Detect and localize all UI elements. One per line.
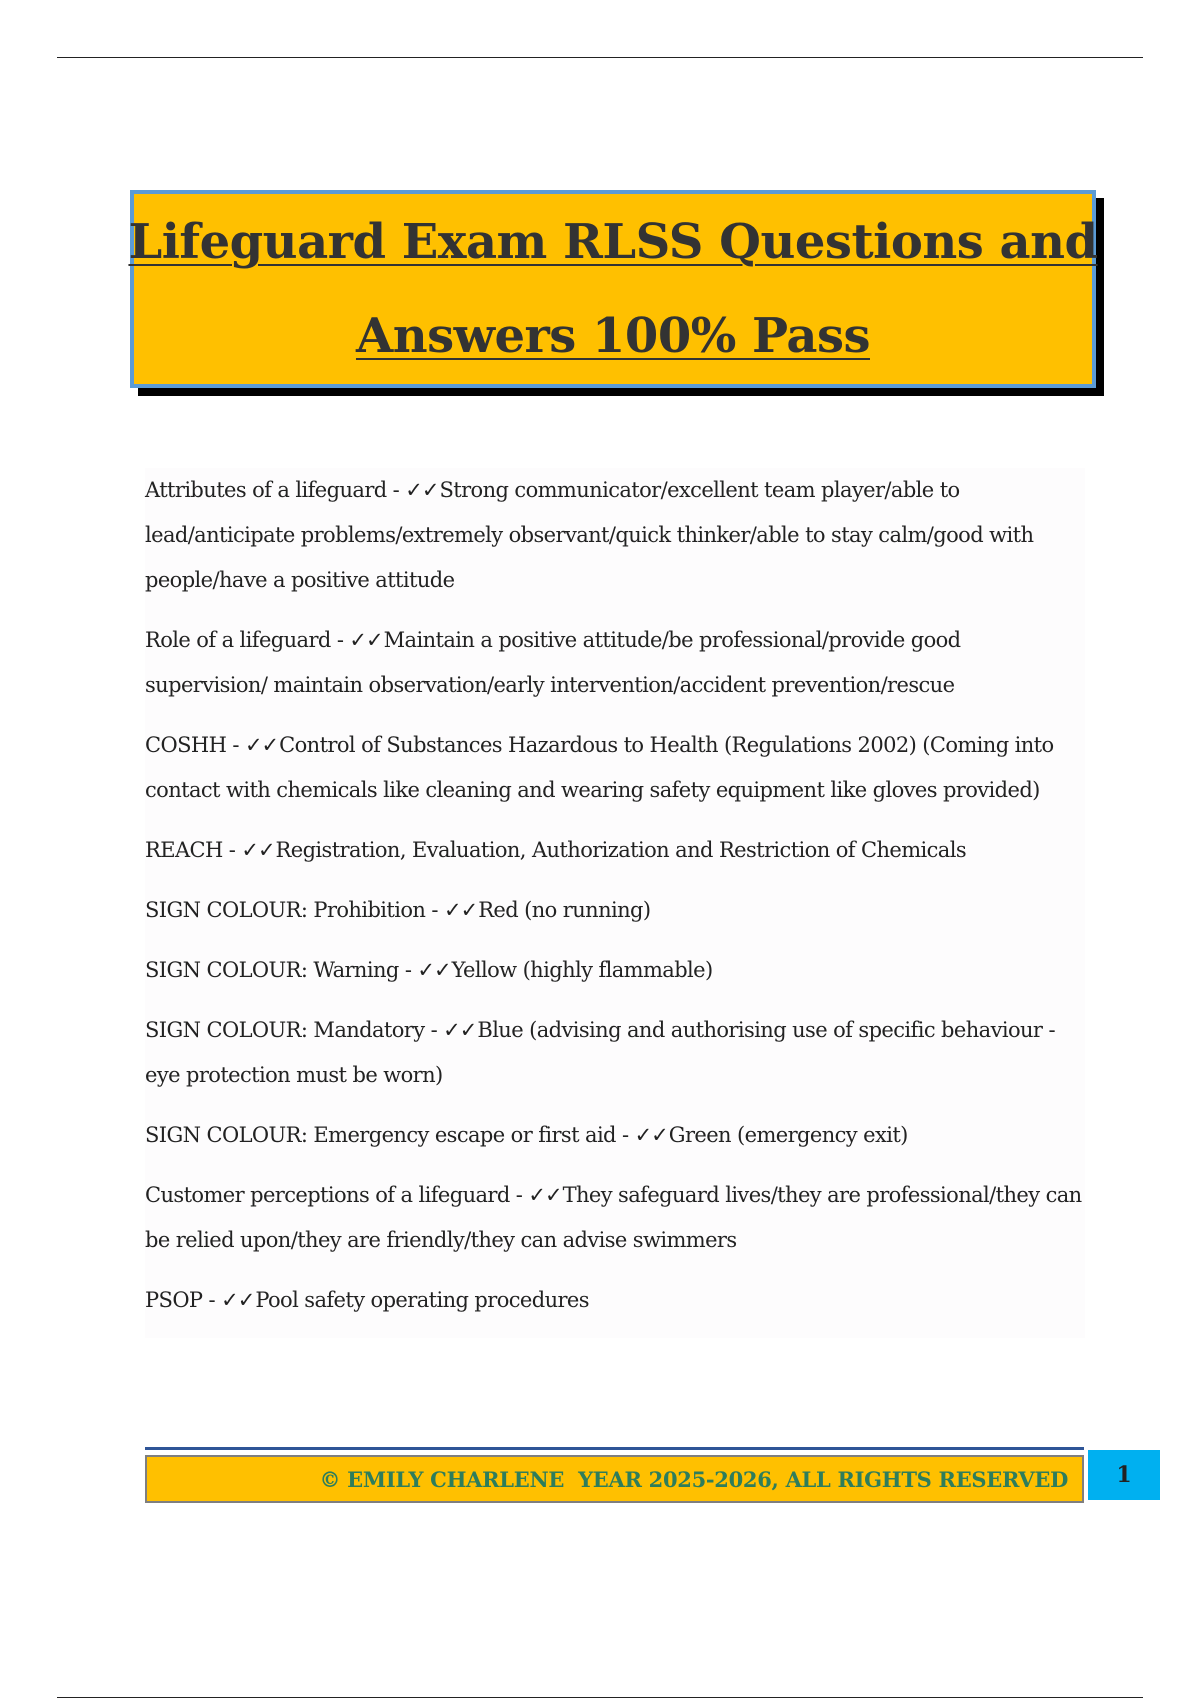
qa-entry (145, 618, 1085, 708)
qa-entry (145, 1173, 1085, 1263)
copyright-notice: © EMILY CHARLENE YEAR 2025-2026, ALL RIGHTS RESERVED (319, 1466, 1068, 1492)
qa-term: Customer perceptions of a lifeguard - (145, 1183, 529, 1207)
bottom-page-rule (57, 1697, 1143, 1698)
qa-term: PSOP - (145, 1288, 222, 1312)
qa-answer: Pool safety operating procedures (255, 1288, 589, 1312)
footer-rule (145, 1447, 1084, 1450)
title-line-1: Lifeguard Exam RLSS Questions and (128, 214, 1098, 270)
qa-answer: Maintain a positive attitude/be professional/provide good supervision/ maintain observation/early intervention/accident prevention/rescue (145, 628, 961, 697)
page-number: 1 (1116, 1462, 1132, 1488)
checkmark-icon: ✓✓ (417, 958, 451, 982)
qa-term: Attributes of a lifeguard - (145, 478, 406, 502)
qa-term: REACH - (145, 838, 242, 862)
qa-term: SIGN COLOUR: Prohibition - (145, 898, 444, 922)
qa-answer: Blue (advising and authorising use of specific behaviour - eye protection must be worn) (145, 1018, 1055, 1087)
checkmark-icon: ✓✓ (444, 898, 478, 922)
qa-term: SIGN COLOUR: Emergency escape or first aid - (145, 1123, 635, 1147)
checkmark-icon: ✓✓ (244, 733, 279, 757)
title-banner (130, 190, 1096, 388)
title-line-2: Answers 100% Pass (355, 308, 870, 364)
checkmark-icon: ✓✓ (443, 1018, 477, 1042)
qa-entry (145, 828, 1085, 873)
checkmark-icon: ✓✓ (528, 1183, 562, 1207)
qa-term: SIGN COLOUR: Mandatory - (145, 1018, 444, 1042)
qa-answer: Red (no running) (478, 898, 651, 922)
top-page-rule (57, 57, 1143, 58)
qa-answer: Strong communicator/excellent team player/able to lead/anticipate problems/extremely observant/quick thinker/able to stay calm/good with people/have a positive attitude (145, 478, 1034, 592)
qa-entry (145, 1113, 1085, 1158)
qa-entry (145, 468, 1085, 603)
qa-answer: They safeguard lives/they are professional/they can be relied upon/they are friendly/they can advise swimmers (145, 1183, 1082, 1252)
checkmark-icon: ✓✓ (221, 1288, 255, 1312)
qa-entry (145, 723, 1085, 813)
qa-term: COSHH - (145, 733, 245, 757)
qa-content (145, 468, 1085, 1338)
qa-term: SIGN COLOUR: Warning - (145, 958, 418, 982)
checkmark-icon: ✓✓ (241, 838, 275, 862)
qa-entry (145, 1278, 1085, 1323)
qa-entry (145, 948, 1085, 993)
qa-answer: Registration, Evaluation, Authorization and Restriction of Chemicals (275, 838, 967, 862)
qa-entry (145, 888, 1085, 933)
checkmark-icon: ✓✓ (634, 1123, 668, 1147)
qa-answer: Green (emergency exit) (668, 1123, 908, 1147)
footer-banner (145, 1455, 1084, 1503)
page-number-box (1088, 1450, 1160, 1500)
qa-answer: Yellow (highly flammable) (451, 958, 713, 982)
qa-term: Role of a lifeguard - (145, 628, 350, 652)
qa-answer: Control of Substances Hazardous to Health (Regulations 2002) (Coming into contact with chemicals like cleaning and wearing safety equipment like gloves provided) (145, 733, 1054, 802)
qa-entry (145, 1008, 1085, 1098)
checkmark-icon: ✓✓ (349, 628, 383, 652)
checkmark-icon: ✓✓ (405, 478, 439, 502)
